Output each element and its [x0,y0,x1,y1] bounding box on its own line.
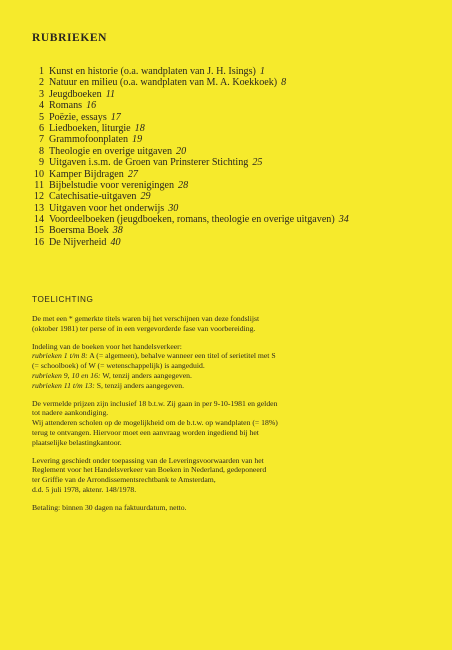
toc-number: 10 [33,168,44,180]
toc-number: 16 [33,236,44,248]
note-paragraph-classification [32,342,432,391]
note-line [32,371,432,381]
toc-number: 2 [38,77,44,89]
toc-number: 11 [34,179,44,191]
note-line: terug te ontvangen. Hiervoor moet een aanvraag worden ingediend bij het [32,427,259,437]
note-line: (= schoolboek) of W (= wetenschappelijk) is aangeduid. [32,361,205,371]
toc-number: 5 [38,111,44,123]
toc-number: 14 [33,214,44,226]
note-line: (oktober 1981) ter perse of in een vergevorderde fase van voorbereiding. [32,323,256,333]
toc-number: 12 [33,191,44,203]
toc-title: Poëzie, essays [49,111,107,123]
toc-title: Theologie en overige uitgaven [49,145,173,157]
toc-row [22,100,447,111]
toc-page: 25 [252,157,263,169]
note-paragraph-prices [32,399,432,448]
toc-number: 9 [38,157,44,169]
note-line: tot nadere aankondiging. [32,408,109,418]
toc-number: 6 [38,122,44,134]
note-line [32,381,432,391]
toc-title: Boersma Boek [49,225,109,237]
toc-row [22,225,447,236]
note-line: Reglement voor het Handelsverkeer van Boeken in Nederland, gedeponeerd [32,465,267,475]
note-paragraph-delivery [32,456,432,495]
toc-page: 18 [134,122,145,134]
toc-page: 17 [110,111,121,123]
toc-title: Jeugdboeken [49,88,102,100]
notes-heading: TOELICHTING [32,295,94,304]
toc-row [22,203,447,214]
note-line: Wij attenderen scholen op de mogelijkheid om de b.t.w. op wandplaten (= 18%) [32,418,278,428]
toc-page: 38 [112,225,123,237]
toc-title: Voordeelboeken (jeugdboeken, romans, theologie en overige uitgaven) [49,214,335,226]
toc-page: 16 [86,100,97,112]
rubric-text: S, tenzij anders aangegeven. [94,380,185,390]
toc-row [22,191,447,202]
toc-row [22,146,447,157]
toc-number: 15 [33,225,44,237]
toc-title: Bijbelstudie voor verenigingen [49,179,175,191]
toc-row [22,123,447,134]
note-paragraph-payment [32,503,432,513]
toc-title: Kunst en historie (o.a. wandplaten van J. H. Isings) [49,66,256,77]
toc-title: De Nijverheid [49,236,107,248]
toc-title: Catechisatie-uitgaven [49,191,137,203]
toc-page: 29 [140,191,151,203]
rubric-label: rubrieken 9, 10 en 16: [32,370,101,380]
rubric-label: rubrieken 11 t/m 13: [32,380,95,390]
toc-page: 19 [132,134,143,146]
toc-page: 28 [178,179,189,191]
toc-row [22,237,447,248]
toc-row [22,134,447,145]
toc-row [22,66,447,77]
toc-title: Grammofoonplaten [49,134,129,146]
toc-page: 8 [281,77,287,89]
toc-row [22,89,447,100]
table-of-contents [22,66,447,248]
note-paragraph-status [32,314,432,334]
note-line: d.d. 5 juli 1978, aktenr. 148/1978. [32,484,137,494]
toc-row [22,112,447,123]
note-line: Indeling van de boeken voor het handelsverkeer: [32,341,182,351]
toc-title: Liedboeken, liturgie [49,122,131,134]
page-title: RUBRIEKEN [32,32,108,44]
toc-number: 1 [38,66,44,77]
toc-page: 40 [110,236,121,248]
rubric-text: A (= algemeen), behalve wanneer een titel of serietitel met S [87,351,276,361]
toc-title: Kamper Bijdragen [49,168,124,180]
note-line: De met een * gemerkte titels waren bij het verschijnen van deze fondslijst [32,314,260,323]
toc-title: Romans [49,100,83,112]
toc-row [22,214,447,225]
note-line: Levering geschiedt onder toepassing van de Leveringsvoorwaarden van het [32,455,264,465]
toc-title: Uitgaven i.s.m. de Groen van Prinsterer Stichting [49,157,249,169]
notes-section [32,314,432,521]
toc-number: 7 [38,134,44,146]
toc-page: 20 [176,145,187,157]
toc-number: 3 [38,88,44,100]
note-line: ter Griffie van de Arrondissementsrechtbank te Amsterdam, [32,475,216,485]
toc-number: 8 [38,145,44,157]
toc-page: 34 [338,214,349,226]
toc-title: Natuur en milieu (o.a. wandplaten van M. A. Koekkoek) [49,77,278,89]
note-line: De vermelde prijzen zijn inclusief 18 b.t.w. Zij gaan in per 9-10-1981 en gelden [32,398,278,408]
note-line: Betaling: binnen 30 dagen na faktuurdatum, netto. [32,502,187,512]
rubric-label: rubrieken 1 t/m 8: [32,351,88,361]
toc-row [22,77,447,88]
toc-row [22,169,447,180]
toc-title: Uitgaven voor het onderwijs [49,202,165,214]
rubric-text: W, tenzij anders aangegeven. [100,370,192,380]
toc-row [22,157,447,168]
toc-number: 4 [38,100,44,112]
toc-page: 27 [127,168,138,180]
toc-row [22,180,447,191]
toc-page: 11 [105,88,116,100]
toc-page: 30 [168,202,179,214]
note-line [32,351,432,361]
note-line: plaatselijke belastingkantoor. [32,437,122,447]
toc-number: 13 [33,202,44,214]
toc-page: 1 [259,66,265,77]
